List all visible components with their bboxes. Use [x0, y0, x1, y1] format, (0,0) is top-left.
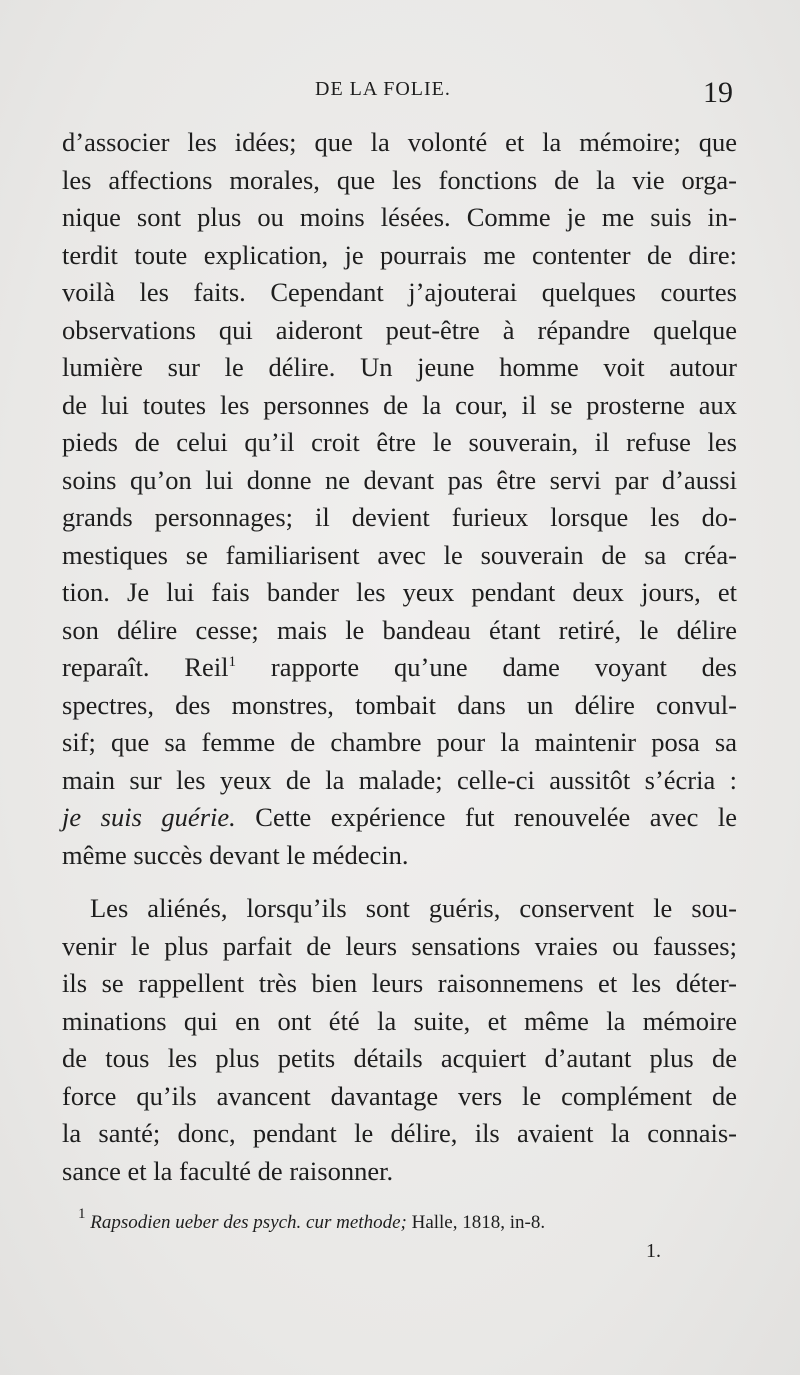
- text-line: main sur les yeux de la malade; celle-ci aussitôt s’écria :: [62, 764, 737, 795]
- text-fragment: reparaît. Reil: [62, 652, 229, 682]
- text-line: soins qu’on lui donne ne devant pas être servi par d’aussi: [62, 464, 737, 495]
- text-line: les affections morales, que les fonctions de la vie orga-: [62, 164, 737, 195]
- text-line: ils se rappellent très bien leurs raisonnemens et les déter-: [62, 968, 737, 998]
- text-line: [62, 649, 737, 687]
- italic-quote: je suis guérie.: [62, 802, 236, 832]
- footnote: [78, 1206, 546, 1234]
- text-line: son délire cesse; mais le bandeau étant retiré, le délire: [62, 614, 737, 645]
- text-line: même succès devant le médecin.: [62, 839, 409, 870]
- text-line: de tous les plus petits détails acquiert d’autant plus de: [62, 1043, 737, 1073]
- text-line: sance et la faculté de raisonner.: [62, 1155, 394, 1186]
- text-line: terdit toute explication, je pourrais me contenter de dire:: [62, 239, 737, 270]
- text-fragment: rapporte qu’une dame voyant des: [236, 652, 737, 682]
- text-line: observations qui aideront peut-être à répandre quelque: [62, 314, 737, 345]
- text-line: tion. Je lui fais bander les yeux pendant deux jours, et: [62, 577, 737, 607]
- signature-mark: 1.: [646, 1240, 661, 1262]
- text-line: minations qui en ont été la suite, et même la mémoire: [62, 1005, 737, 1036]
- text-line: d’associer les idées; que la volonté et la mémoire; que: [62, 127, 737, 157]
- text-line: [62, 799, 737, 837]
- text-line: Les aliénés, lorsqu’ils sont guéris, conservent le sou-: [90, 893, 737, 923]
- running-head: DE LA FOLIE.: [315, 78, 451, 100]
- text-fragment: Cette expérience fut renouvelée avec le: [235, 802, 737, 832]
- text-line: grands personnages; il devient furieux lorsque les do-: [62, 502, 737, 532]
- text-line: nique sont plus ou moins lésées. Comme je me suis in-: [62, 202, 737, 232]
- paragraph-gap: [62, 874, 737, 890]
- text-line: pieds de celui qu’il croit être le souverain, il refuse les: [62, 427, 737, 457]
- text-line: venir le plus parfait de leurs sensations vraies ou fausses;: [62, 930, 737, 961]
- footnote-title: Rapsodien ueber des psych. cur methode;: [90, 1212, 407, 1233]
- page-number: 19: [703, 76, 733, 109]
- text-line: de lui toutes les personnes de la cour, il se prosterne aux: [62, 389, 737, 420]
- body-text: [62, 124, 737, 1190]
- text-line: force qu’ils avancent davantage vers le complément de: [62, 1080, 737, 1111]
- footnote-marker: 1: [78, 1206, 86, 1222]
- footnote-reference: 1: [228, 654, 237, 670]
- text-line: voilà les faits. Cependant j’ajouterai quelques courtes: [62, 277, 737, 307]
- footnote-details: Halle, 1818, in-8.: [406, 1212, 546, 1233]
- text-line: lumière sur le délire. Un jeune homme voit autour: [62, 352, 737, 382]
- text-line: spectres, des monstres, tombait dans un délire convul-: [62, 689, 737, 720]
- text-line: mestiques se familiarisent avec le souverain de sa créa-: [62, 539, 737, 570]
- text-line: sif; que sa femme de chambre pour la maintenir posa sa: [62, 727, 737, 757]
- text-line: la santé; donc, pendant le délire, ils avaient la connais-: [62, 1118, 737, 1148]
